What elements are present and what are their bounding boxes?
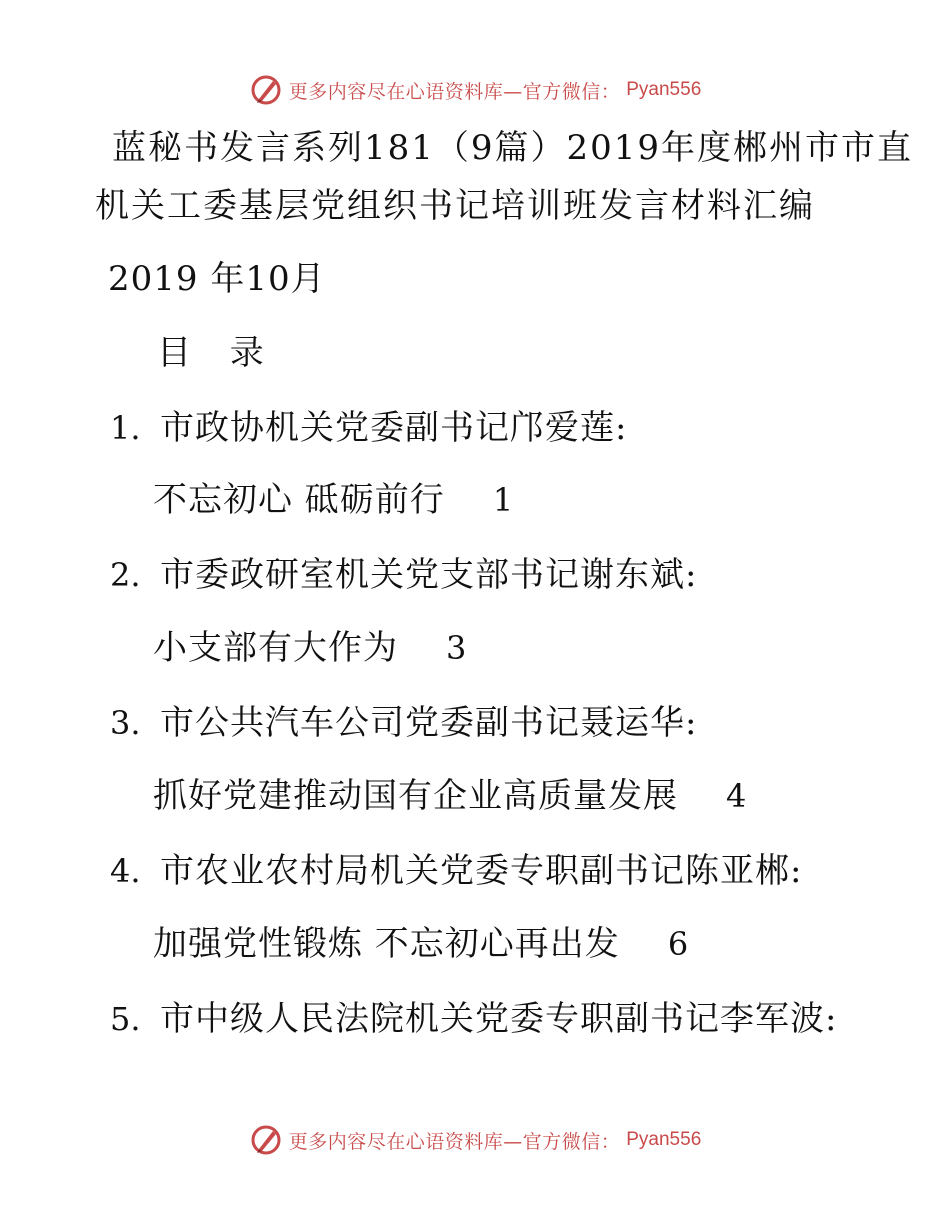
- toc-entry-title-row: [153, 628, 467, 668]
- watermark-text: 更多内容尽在心语资料库—官方微信：: [288, 1130, 621, 1153]
- toc-entry-number: 4.: [110, 852, 141, 890]
- toc-entry-speaker: 市公共汽车公司党委副书记聂运华:: [160, 703, 698, 743]
- toc-entry-speaker: 市中级人民法院机关党委专职副书记李军波:: [160, 999, 838, 1039]
- footer-watermark: [0, 1120, 950, 1160]
- toc-entry-page: 4: [726, 777, 748, 815]
- toc-entry-title: 小支部有大作为: [153, 628, 398, 668]
- toc-entry-number: 3.: [110, 704, 141, 742]
- document-title-line-2: 机关工委基层党组织书记培训班发言材料汇编: [95, 186, 815, 226]
- toc-entry-number: 2.: [110, 556, 141, 594]
- toc-entry-page: 3: [446, 629, 468, 667]
- toc-heading: 目 录: [157, 333, 278, 373]
- pen-logo-icon: [249, 1123, 283, 1157]
- pen-logo-icon: [249, 73, 283, 107]
- toc-entry-title-row: [153, 776, 747, 816]
- toc-entry-speaker: 市农业农村局机关党委专职副书记陈亚郴:: [160, 851, 803, 891]
- toc-entry-title: 加强党性锻炼 不忘初心再出发: [153, 924, 620, 964]
- watermark-wechat-id: Pyan556: [626, 1129, 702, 1150]
- document-title-line-1: 蓝秘书发言系列181（9篇）2019年度郴州市市直: [112, 128, 914, 168]
- toc-entry-title: 不忘初心 砥砺前行: [153, 480, 445, 520]
- toc-entry-title-row: [153, 924, 689, 964]
- toc-entry-speaker: 市委政研室机关党支部书记谢东斌:: [160, 555, 698, 595]
- watermark-wechat-id: Pyan556: [626, 79, 702, 100]
- document-date: 2019 年10月: [108, 259, 326, 299]
- toc-entry-page: 6: [667, 925, 690, 963]
- watermark-text: 更多内容尽在心语资料库—官方微信：: [288, 80, 621, 103]
- toc-entry-page: 1: [492, 481, 515, 519]
- toc-entry-title: 抓好党建推动国有企业高质量发展: [153, 776, 678, 816]
- toc-entry-speaker: 市政协机关党委副书记邝爱莲:: [160, 408, 628, 448]
- header-watermark: [0, 70, 950, 110]
- toc-entry-number: 5.: [110, 1000, 141, 1038]
- toc-entry-number: 1.: [110, 409, 141, 447]
- toc-entry-title-row: [153, 480, 514, 520]
